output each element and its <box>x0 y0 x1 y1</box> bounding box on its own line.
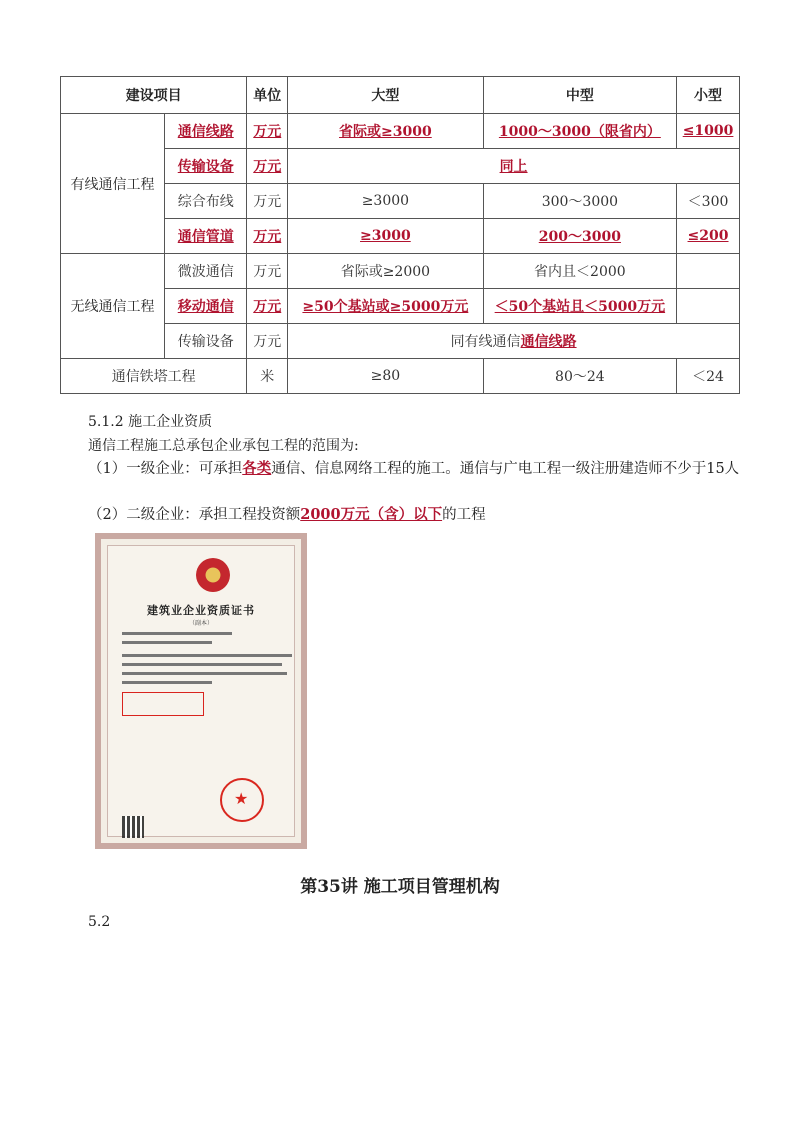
national-emblem-icon <box>196 558 230 592</box>
merged-cell <box>288 324 740 359</box>
table-row <box>61 254 740 289</box>
certificate-text-line <box>122 672 287 675</box>
item-cell: 通信线路 <box>165 114 247 149</box>
group-wireless: 无线通信工程 <box>61 254 165 359</box>
certificate-text-line <box>122 663 282 666</box>
table-row <box>61 359 740 394</box>
unit-cell: 米 <box>247 359 288 394</box>
medium-cell: ＜50个基站且＜5000万元 <box>483 289 676 324</box>
header-medium: 中型 <box>483 77 676 114</box>
large-cell: ≥3000 <box>288 184 484 219</box>
medium-cell: 1000～3000（限省内） <box>483 114 676 149</box>
item-cell: 微波通信 <box>165 254 247 289</box>
header-unit: 单位 <box>247 77 288 114</box>
unit-cell: 万元 <box>247 254 288 289</box>
certificate-text-line <box>122 681 212 684</box>
qualification-certificate-image <box>95 533 307 849</box>
item-cell: 移动通信 <box>165 289 247 324</box>
medium-cell: 80～24 <box>483 359 676 394</box>
small-cell: ≤200 <box>677 219 740 254</box>
item-cell: 综合布线 <box>165 184 247 219</box>
paragraph-first-class: （1）一级企业：可承担各类通信、信息网络工程的施工。通信与广电工程一级注册建造师不少于15人 <box>88 460 740 477</box>
large-cell: 省际或≥2000 <box>288 254 484 289</box>
unit-cell: 万元 <box>247 219 288 254</box>
small-cell: ＜24 <box>677 359 740 394</box>
item-cell: 传输设备 <box>165 149 247 184</box>
table-row <box>61 114 740 149</box>
merged-cell: 同上 <box>288 149 740 184</box>
unit-cell: 万元 <box>247 149 288 184</box>
certificate-text-line <box>122 654 292 657</box>
lecture-title: 第35讲 施工项目管理机构 <box>300 877 500 897</box>
project-scale-table <box>60 76 740 394</box>
section-heading: 5.1.2 施工企业资质 <box>88 414 213 430</box>
small-cell: ≤1000 <box>677 114 740 149</box>
header-small: 小型 <box>677 77 740 114</box>
small-cell <box>677 289 740 324</box>
certificate-inner <box>107 545 295 837</box>
unit-cell: 万元 <box>247 289 288 324</box>
unit-cell: 万元 <box>247 324 288 359</box>
unit-cell: 万元 <box>247 184 288 219</box>
certificate-text-line <box>122 641 212 644</box>
large-cell: ≥50个基站或≥5000万元 <box>288 289 484 324</box>
large-cell: 省际或≥3000 <box>288 114 484 149</box>
table-header-row <box>61 77 740 114</box>
official-seal-icon <box>220 778 264 822</box>
small-cell: ＜300 <box>677 184 740 219</box>
unit-cell: 万元 <box>247 114 288 149</box>
group-wired: 有线通信工程 <box>61 114 165 254</box>
item-cell: 传输设备 <box>165 324 247 359</box>
certificate-title: 建筑业企业资质证书 <box>147 604 255 617</box>
header-project: 建设项目 <box>61 77 247 114</box>
certificate-text-line <box>122 632 232 635</box>
medium-cell: 200～3000 <box>483 219 676 254</box>
highlighted-qualification-box <box>122 692 204 716</box>
large-cell: ≥3000 <box>288 219 484 254</box>
medium-cell: 省内且＜2000 <box>483 254 676 289</box>
large-cell: ≥80 <box>288 359 484 394</box>
header-large: 大型 <box>288 77 484 114</box>
section-number: 5.2 <box>88 914 111 930</box>
qr-code-icon <box>122 816 144 838</box>
merged-prefix: 同有线通信 <box>450 334 521 350</box>
paragraph-second-class: （2）二级企业：承担工程投资额2000万元（含）以下的工程 <box>88 506 486 523</box>
item-cell: 通信管道 <box>165 219 247 254</box>
small-cell <box>677 254 740 289</box>
merged-link-text: 通信线路 <box>520 334 577 350</box>
section-intro: 通信工程施工总承包企业承包工程的范围为: <box>88 438 359 454</box>
certificate-copy-label: （副本） <box>188 620 213 627</box>
medium-cell: 300～3000 <box>483 184 676 219</box>
tower-item: 通信铁塔工程 <box>61 359 247 394</box>
